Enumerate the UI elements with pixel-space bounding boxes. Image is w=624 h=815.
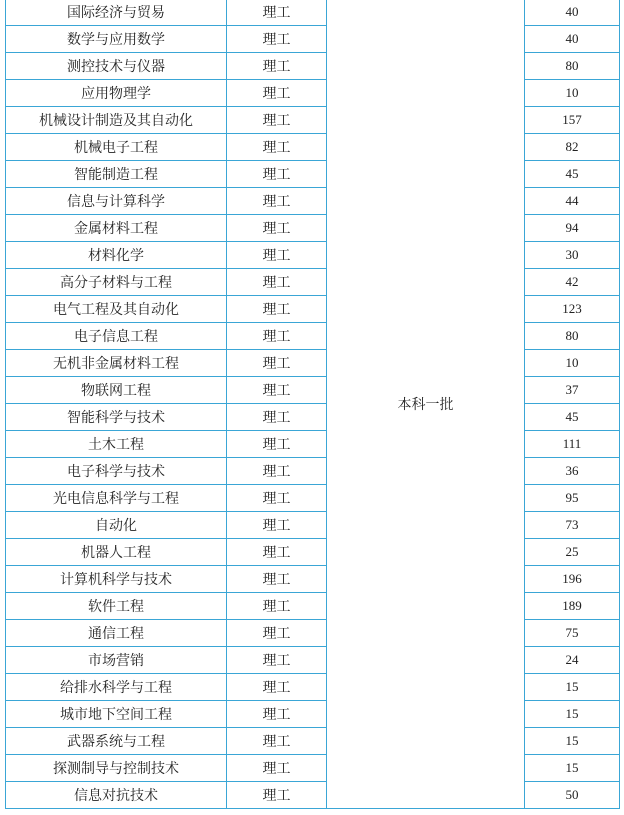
major-name-cell: 信息与计算科学 bbox=[6, 188, 227, 215]
table-row bbox=[6, 242, 620, 269]
table-row bbox=[6, 296, 620, 323]
enrollment-count-cell: 73 bbox=[525, 512, 620, 539]
enrollment-count-cell: 30 bbox=[525, 242, 620, 269]
major-name-cell: 金属材料工程 bbox=[6, 215, 227, 242]
enrollment-count-cell: 40 bbox=[525, 26, 620, 53]
enrollment-count-cell: 10 bbox=[525, 350, 620, 377]
table-row bbox=[6, 512, 620, 539]
major-name-cell: 武器系统与工程 bbox=[6, 728, 227, 755]
table-body bbox=[6, 0, 620, 809]
major-name-cell: 物联网工程 bbox=[6, 377, 227, 404]
category-cell: 理工 bbox=[227, 647, 327, 674]
category-cell: 理工 bbox=[227, 107, 327, 134]
enrollment-count-cell: 15 bbox=[525, 701, 620, 728]
category-cell: 理工 bbox=[227, 566, 327, 593]
table-row bbox=[6, 350, 620, 377]
enrollment-count-cell: 36 bbox=[525, 458, 620, 485]
table-row bbox=[6, 404, 620, 431]
major-name-cell: 应用物理学 bbox=[6, 80, 227, 107]
enrollment-count-cell: 24 bbox=[525, 647, 620, 674]
major-name-cell: 信息对抗技术 bbox=[6, 782, 227, 809]
table-row bbox=[6, 53, 620, 80]
enrollment-count-cell: 40 bbox=[525, 0, 620, 26]
table-row bbox=[6, 161, 620, 188]
category-cell: 理工 bbox=[227, 755, 327, 782]
table-row bbox=[6, 674, 620, 701]
category-cell: 理工 bbox=[227, 296, 327, 323]
enrollment-count-cell: 196 bbox=[525, 566, 620, 593]
major-name-cell: 国际经济与贸易 bbox=[6, 0, 227, 26]
table-row bbox=[6, 377, 620, 404]
major-name-cell: 机械设计制造及其自动化 bbox=[6, 107, 227, 134]
category-cell: 理工 bbox=[227, 0, 327, 26]
enrollment-count-cell: 10 bbox=[525, 80, 620, 107]
enrollment-count-cell: 123 bbox=[525, 296, 620, 323]
major-name-cell: 机械电子工程 bbox=[6, 134, 227, 161]
table-row bbox=[6, 782, 620, 809]
major-name-cell: 材料化学 bbox=[6, 242, 227, 269]
category-cell: 理工 bbox=[227, 350, 327, 377]
category-cell: 理工 bbox=[227, 620, 327, 647]
major-name-cell: 智能制造工程 bbox=[6, 161, 227, 188]
category-cell: 理工 bbox=[227, 269, 327, 296]
enrollment-count-cell: 80 bbox=[525, 53, 620, 80]
major-name-cell: 测控技术与仪器 bbox=[6, 53, 227, 80]
major-name-cell: 给排水科学与工程 bbox=[6, 674, 227, 701]
table-row bbox=[6, 431, 620, 458]
admission-plan-table bbox=[5, 0, 620, 809]
enrollment-count-cell: 189 bbox=[525, 593, 620, 620]
table-row bbox=[6, 539, 620, 566]
enrollment-count-cell: 75 bbox=[525, 620, 620, 647]
category-cell: 理工 bbox=[227, 782, 327, 809]
major-name-cell: 土木工程 bbox=[6, 431, 227, 458]
table-row bbox=[6, 134, 620, 161]
category-cell: 理工 bbox=[227, 26, 327, 53]
enrollment-count-cell: 80 bbox=[525, 323, 620, 350]
major-name-cell: 市场营销 bbox=[6, 647, 227, 674]
enrollment-count-cell: 50 bbox=[525, 782, 620, 809]
major-name-cell: 机器人工程 bbox=[6, 539, 227, 566]
major-name-cell: 通信工程 bbox=[6, 620, 227, 647]
major-name-cell: 电气工程及其自动化 bbox=[6, 296, 227, 323]
enrollment-count-cell: 15 bbox=[525, 674, 620, 701]
major-name-cell: 光电信息科学与工程 bbox=[6, 485, 227, 512]
category-cell: 理工 bbox=[227, 458, 327, 485]
table-row bbox=[6, 755, 620, 782]
table-row bbox=[6, 269, 620, 296]
major-name-cell: 电子科学与技术 bbox=[6, 458, 227, 485]
category-cell: 理工 bbox=[227, 431, 327, 458]
enrollment-count-cell: 25 bbox=[525, 539, 620, 566]
table-row bbox=[6, 728, 620, 755]
category-cell: 理工 bbox=[227, 215, 327, 242]
category-cell: 理工 bbox=[227, 728, 327, 755]
enrollment-count-cell: 42 bbox=[525, 269, 620, 296]
category-cell: 理工 bbox=[227, 188, 327, 215]
major-name-cell: 探测制导与控制技术 bbox=[6, 755, 227, 782]
category-cell: 理工 bbox=[227, 512, 327, 539]
category-cell: 理工 bbox=[227, 377, 327, 404]
category-cell: 理工 bbox=[227, 674, 327, 701]
table-row bbox=[6, 0, 620, 26]
table-row bbox=[6, 107, 620, 134]
batch-cell: 本科一批 bbox=[327, 0, 525, 809]
table-row bbox=[6, 701, 620, 728]
category-cell: 理工 bbox=[227, 701, 327, 728]
enrollment-count-cell: 45 bbox=[525, 404, 620, 431]
category-cell: 理工 bbox=[227, 539, 327, 566]
enrollment-count-cell: 157 bbox=[525, 107, 620, 134]
table-row bbox=[6, 593, 620, 620]
table-row bbox=[6, 215, 620, 242]
major-name-cell: 电子信息工程 bbox=[6, 323, 227, 350]
table-row bbox=[6, 620, 620, 647]
table-row bbox=[6, 323, 620, 350]
enrollment-count-cell: 37 bbox=[525, 377, 620, 404]
major-name-cell: 自动化 bbox=[6, 512, 227, 539]
enrollment-count-cell: 82 bbox=[525, 134, 620, 161]
major-name-cell: 软件工程 bbox=[6, 593, 227, 620]
major-name-cell: 智能科学与技术 bbox=[6, 404, 227, 431]
enrollment-count-cell: 15 bbox=[525, 755, 620, 782]
enrollment-count-cell: 111 bbox=[525, 431, 620, 458]
major-name-cell: 城市地下空间工程 bbox=[6, 701, 227, 728]
category-cell: 理工 bbox=[227, 242, 327, 269]
category-cell: 理工 bbox=[227, 593, 327, 620]
table-row bbox=[6, 26, 620, 53]
enrollment-count-cell: 45 bbox=[525, 161, 620, 188]
major-name-cell: 无机非金属材料工程 bbox=[6, 350, 227, 377]
table-row bbox=[6, 566, 620, 593]
enrollment-count-cell: 44 bbox=[525, 188, 620, 215]
table-row bbox=[6, 647, 620, 674]
major-name-cell: 数学与应用数学 bbox=[6, 26, 227, 53]
category-cell: 理工 bbox=[227, 161, 327, 188]
category-cell: 理工 bbox=[227, 323, 327, 350]
enrollment-count-cell: 95 bbox=[525, 485, 620, 512]
enrollment-count-cell: 94 bbox=[525, 215, 620, 242]
table-row bbox=[6, 188, 620, 215]
enrollment-count-cell: 15 bbox=[525, 728, 620, 755]
table-row bbox=[6, 458, 620, 485]
table-row bbox=[6, 80, 620, 107]
category-cell: 理工 bbox=[227, 404, 327, 431]
table-row bbox=[6, 485, 620, 512]
category-cell: 理工 bbox=[227, 53, 327, 80]
major-name-cell: 计算机科学与技术 bbox=[6, 566, 227, 593]
category-cell: 理工 bbox=[227, 134, 327, 161]
category-cell: 理工 bbox=[227, 485, 327, 512]
major-name-cell: 高分子材料与工程 bbox=[6, 269, 227, 296]
category-cell: 理工 bbox=[227, 80, 327, 107]
